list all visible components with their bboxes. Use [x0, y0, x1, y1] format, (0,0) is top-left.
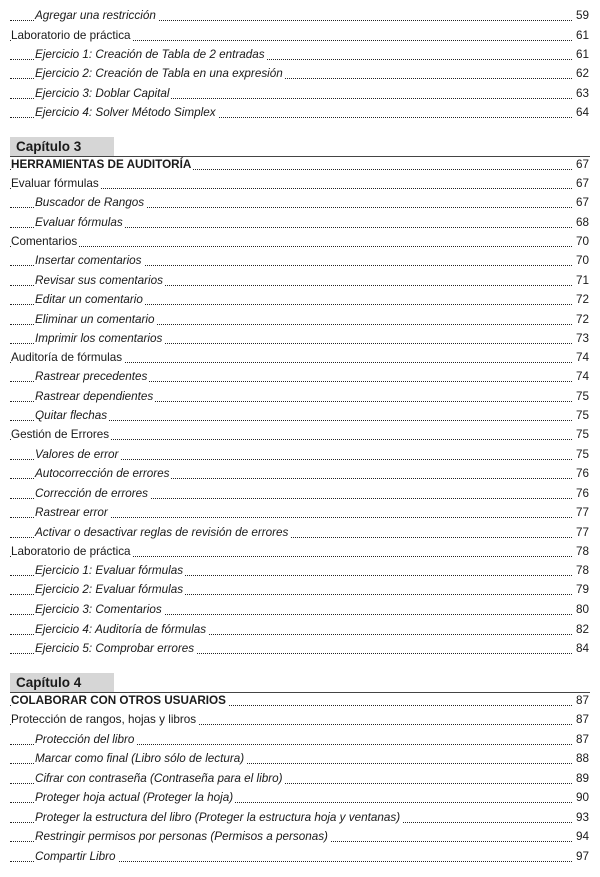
toc-entry-title: Cifrar con contraseña (Contraseña para el libro)	[35, 772, 283, 786]
page-number: 77	[575, 506, 589, 520]
toc-entry-title: Evaluar fórmulas	[35, 216, 123, 230]
toc-entry-title: Ejercicio 5: Comprobar errores	[35, 642, 195, 656]
toc-entry[interactable]	[0, 849, 600, 866]
toc-entry[interactable]	[0, 157, 600, 174]
page-number: 80	[575, 603, 589, 617]
toc-entry[interactable]	[0, 86, 600, 103]
toc-entry[interactable]	[0, 790, 600, 807]
page-number: 67	[575, 196, 589, 210]
toc-entry[interactable]	[0, 66, 600, 83]
chapter-heading-capitulo-4	[10, 673, 114, 692]
toc-entry[interactable]	[0, 105, 600, 122]
page-number: 87	[575, 733, 589, 747]
toc-entry-title: Auditoría de fórmulas	[11, 351, 123, 365]
toc-entry[interactable]	[0, 47, 600, 64]
dot-leader	[10, 246, 572, 247]
chapter-label: Capítulo 3	[16, 139, 82, 154]
toc-entry-title: Comentarios	[11, 235, 78, 249]
toc-entry-title: Proteger hoja actual (Proteger la hoja)	[35, 791, 234, 805]
toc-entry-title: Ejercicio 4: Auditoría de fórmulas	[35, 623, 207, 637]
chapter-heading-capitulo-3	[10, 137, 114, 156]
toc-entry[interactable]	[0, 486, 600, 503]
page-number: 87	[575, 694, 589, 708]
toc-entry[interactable]	[0, 253, 600, 270]
toc-entry-title: Rastrear precedentes	[35, 370, 148, 384]
page-number: 75	[575, 409, 589, 423]
toc-entry[interactable]	[0, 369, 600, 386]
toc-entry[interactable]	[0, 544, 600, 561]
toc-entry[interactable]	[0, 331, 600, 348]
chapter-label: Capítulo 4	[16, 675, 82, 690]
page-number: 78	[575, 564, 589, 578]
toc-entry-title: Editar un comentario	[35, 293, 143, 307]
toc-entry[interactable]	[0, 350, 600, 367]
toc-entry-title: Ejercicio 4: Solver Método Simplex	[35, 106, 216, 120]
page-number: 68	[575, 216, 589, 230]
toc-entry-title: Proteger la estructura del libro (Proteger la estructura hoja y ventanas)	[35, 811, 401, 825]
page-number: 61	[575, 48, 589, 62]
toc-entry-title: Laboratorio de práctica	[11, 545, 131, 559]
toc-entry[interactable]	[0, 829, 600, 846]
toc-entry[interactable]	[0, 312, 600, 329]
page-number: 64	[575, 106, 589, 120]
toc-entry[interactable]	[0, 525, 600, 542]
toc-entry[interactable]	[0, 641, 600, 658]
toc-entry[interactable]	[0, 563, 600, 580]
page-number: 84	[575, 642, 589, 656]
toc-entry-title: Ejercicio 1: Evaluar fórmulas	[35, 564, 184, 578]
page-number: 82	[575, 623, 589, 637]
toc-entry[interactable]	[0, 28, 600, 45]
page-number: 72	[575, 313, 589, 327]
toc-entry-title: Ejercicio 2: Evaluar fórmulas	[35, 583, 184, 597]
toc-entry-title: Ejercicio 3: Doblar Capital	[35, 87, 170, 101]
toc-entry[interactable]	[0, 602, 600, 619]
toc-entry[interactable]	[0, 771, 600, 788]
toc-entry-title: Valores de error	[35, 448, 119, 462]
page-number: 59	[575, 9, 589, 23]
page-number: 74	[575, 351, 589, 365]
toc-entry-title: Restringir permisos por personas (Permisos a personas)	[35, 830, 328, 844]
toc-entry[interactable]	[0, 195, 600, 212]
page-number: 73	[575, 332, 589, 346]
toc-entry-title: Activar o desactivar reglas de revisión de errores	[35, 526, 289, 540]
toc-entry[interactable]	[0, 447, 600, 464]
toc-entry-title: HERRAMIENTAS DE AUDITORÍA	[11, 158, 192, 172]
toc-entry-title: Laboratorio de práctica	[11, 29, 131, 43]
page-number: 70	[575, 254, 589, 268]
toc-entry[interactable]	[0, 234, 600, 251]
toc-entry-title: Rastrear error	[35, 506, 108, 520]
toc-entry[interactable]	[0, 582, 600, 599]
toc-entry-title: Protección de rangos, hojas y libros	[11, 713, 197, 727]
toc-entry-title: Evaluar fórmulas	[11, 177, 99, 191]
page-number: 94	[575, 830, 589, 844]
toc-entry[interactable]	[0, 466, 600, 483]
toc-entry-title: Eliminar un comentario	[35, 313, 155, 327]
toc-entry-title: Rastrear dependientes	[35, 390, 154, 404]
page-number: 75	[575, 448, 589, 462]
toc-entry[interactable]	[0, 732, 600, 749]
toc-entry-title: Marcar como final (Libro sólo de lectura)	[35, 752, 245, 766]
toc-entry-title: COLABORAR CON OTROS USUARIOS	[11, 694, 226, 708]
page-number: 67	[575, 158, 589, 172]
page-number: 90	[575, 791, 589, 805]
page-number: 75	[575, 428, 589, 442]
toc-entry-title: Imprimir los comentarios	[35, 332, 163, 346]
toc-entry-title: Autocorrección de errores	[35, 467, 170, 481]
page-number: 76	[575, 487, 589, 501]
page-number: 72	[575, 293, 589, 307]
page-number: 62	[575, 67, 589, 81]
toc-entry[interactable]	[0, 215, 600, 232]
toc-entry-title: Ejercicio 1: Creación de Tabla de 2 entradas	[35, 48, 265, 62]
toc-entry-title: Gestión de Errores	[11, 428, 110, 442]
toc-entry-title: Ejercicio 3: Comentarios	[35, 603, 162, 617]
page-number: 89	[575, 772, 589, 786]
page-number: 76	[575, 467, 589, 481]
toc-entry-title: Quitar flechas	[35, 409, 108, 423]
toc-entry[interactable]	[0, 427, 600, 444]
toc-entry-title: Agregar una restricción	[35, 9, 156, 23]
page-number: 78	[575, 545, 589, 559]
toc-entry-title: Buscador de Rangos	[35, 196, 145, 210]
toc-entry[interactable]	[0, 408, 600, 425]
page-number: 63	[575, 87, 589, 101]
toc-entry[interactable]	[0, 712, 600, 729]
toc-entry[interactable]	[0, 273, 600, 290]
page-number: 74	[575, 370, 589, 384]
toc-entry[interactable]	[0, 292, 600, 309]
toc-entry-title: Corrección de errores	[35, 487, 149, 501]
toc-entry-title: Insertar comentarios	[35, 254, 142, 268]
page-number: 79	[575, 583, 589, 597]
page-number: 75	[575, 390, 589, 404]
toc-entry[interactable]	[0, 751, 600, 768]
toc-entry-title: Compartir Libro	[35, 850, 116, 864]
toc-entry[interactable]	[0, 389, 600, 406]
toc-entry[interactable]	[0, 810, 600, 827]
toc-entry[interactable]	[0, 176, 600, 193]
page-number: 61	[575, 29, 589, 43]
toc-entry-title: Protección del libro	[35, 733, 135, 747]
toc-entry-title: Revisar sus comentarios	[35, 274, 163, 288]
page-number: 77	[575, 526, 589, 540]
page-number: 88	[575, 752, 589, 766]
page-number: 87	[575, 713, 589, 727]
page-number: 97	[575, 850, 589, 864]
page-number: 71	[575, 274, 589, 288]
toc-entry[interactable]	[0, 622, 600, 639]
toc-entry-title: Ejercicio 2: Creación de Tabla en una expresión	[35, 67, 283, 81]
page-number: 70	[575, 235, 589, 249]
toc-entry[interactable]	[0, 8, 600, 25]
toc-entry[interactable]	[0, 693, 600, 710]
toc-entry[interactable]	[0, 505, 600, 522]
page-number: 93	[575, 811, 589, 825]
page-number: 67	[575, 177, 589, 191]
